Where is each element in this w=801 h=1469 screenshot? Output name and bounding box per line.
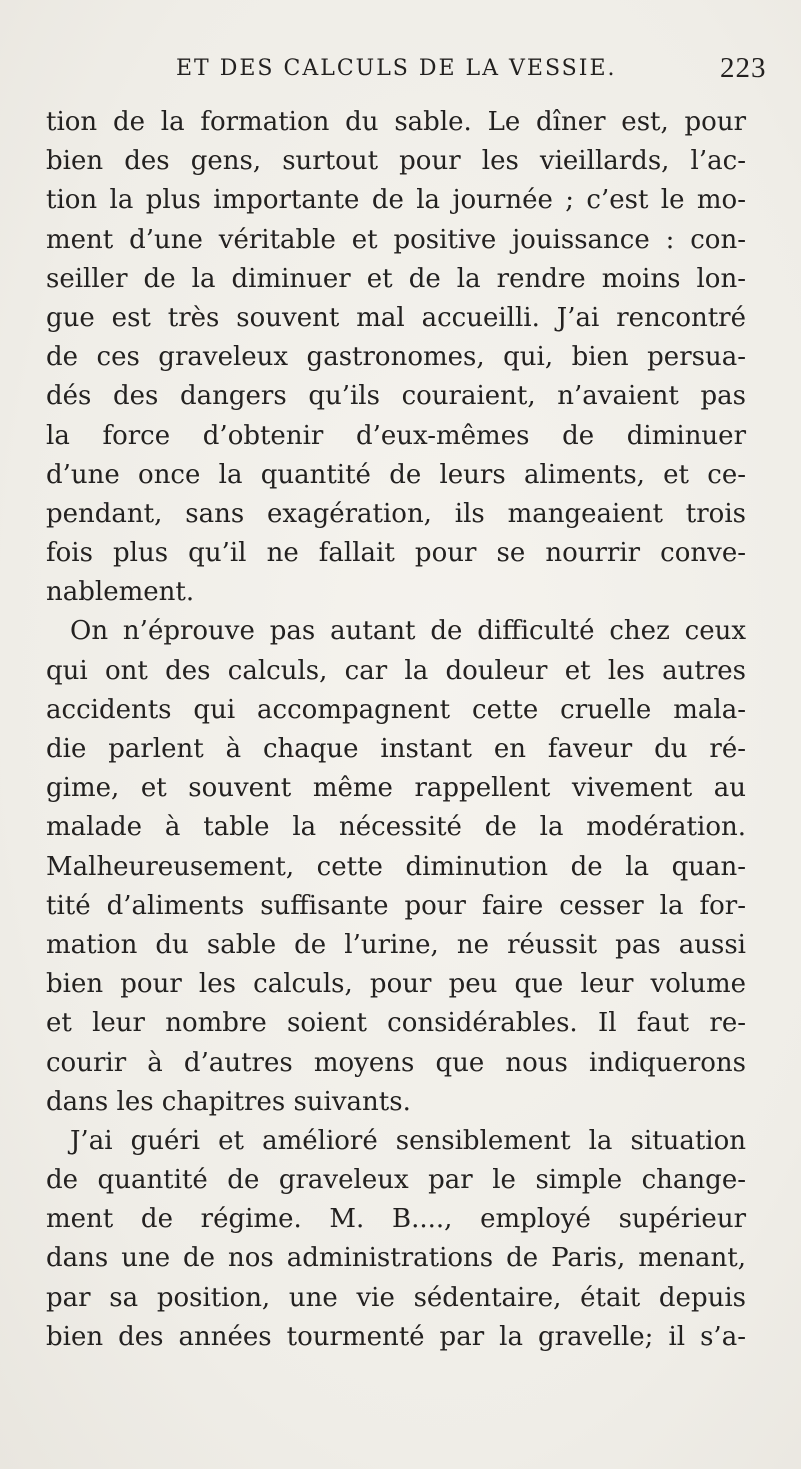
- text-line: Malheureusement, cette diminution de la quan-: [46, 851, 746, 882]
- text-line: malade à table la nécessité de la modération.: [46, 812, 746, 843]
- text-line: die parlent à chaque instant en faveur du ré-: [46, 734, 746, 764]
- text-line: ment de régime. M. B...., employé supérieur: [46, 1204, 746, 1235]
- paragraph-start-line: On n’éprouve pas autant de difficulté chez ceux: [70, 616, 746, 647]
- text-line: et leur nombre soient considérables. Il faut re-: [46, 1008, 746, 1039]
- text-line: de quantité de graveleux par le simple change-: [46, 1165, 746, 1196]
- text-line: dés des dangers qu’ils couraient, n’avaient pas: [46, 381, 746, 412]
- text-line: de ces graveleux gastronomes, qui, bien persua-: [46, 342, 746, 373]
- text-line: d’une once la quantité de leurs aliments, et ce-: [46, 459, 746, 490]
- text-line: bien des années tourmenté par la gravelle; il s’a-: [46, 1321, 746, 1352]
- text-line: dans une de nos administrations de Paris, menant,: [46, 1243, 746, 1274]
- paragraph-end-line: dans les chapitres suivants.: [46, 1086, 411, 1117]
- text-line: mation du sable de l’urine, ne réussit pas aussi: [46, 929, 746, 960]
- text-line: tité d’aliments suffisante pour faire cesser la for-: [46, 890, 746, 921]
- text-line: par sa position, une vie sédentaire, était depuis: [46, 1282, 746, 1313]
- text-line: qui ont des calculs, car la douleur et les autres: [46, 655, 746, 686]
- text-line: accidents qui accompagnent cette cruelle mala-: [46, 694, 746, 725]
- text-line: bien pour les calculs, pour peu que leur volume: [46, 969, 746, 1000]
- page-number: 223: [720, 52, 767, 84]
- paragraph-start-line: J’ai guéri et amélioré sensiblement la situation: [70, 1125, 746, 1156]
- text-line: bien des gens, surtout pour les vieillards, l’ac-: [46, 146, 746, 177]
- running-head-title: ET DES CALCULS DE LA VESSIE.: [176, 56, 617, 81]
- text-line: seiller de la diminuer et de la rendre moins lon-: [46, 263, 746, 294]
- text-line: fois plus qu’il ne fallait pour se nourrir conve-: [46, 538, 746, 569]
- text-line: tion de la formation du sable. Le dîner est, pour: [46, 107, 746, 137]
- text-line: pendant, sans exagération, ils mangeaient trois: [46, 498, 746, 529]
- text-line: la force d’obtenir d’eux-mêmes de diminuer: [46, 420, 746, 451]
- text-line: gime, et souvent même rappellent vivement au: [46, 773, 746, 804]
- text-line: gue est très souvent mal accueilli. J’ai rencontré: [46, 302, 746, 333]
- running-head: [0, 52, 801, 92]
- text-line: tion la plus importante de la journée ; c’est le mo-: [46, 185, 746, 216]
- paragraph-end-line: nablement.: [46, 577, 195, 608]
- text-line: courir à d’autres moyens que nous indiquerons: [46, 1047, 746, 1078]
- text-line: ment d’une véritable et positive jouissance : con-: [46, 224, 746, 255]
- body-text: [46, 103, 746, 1357]
